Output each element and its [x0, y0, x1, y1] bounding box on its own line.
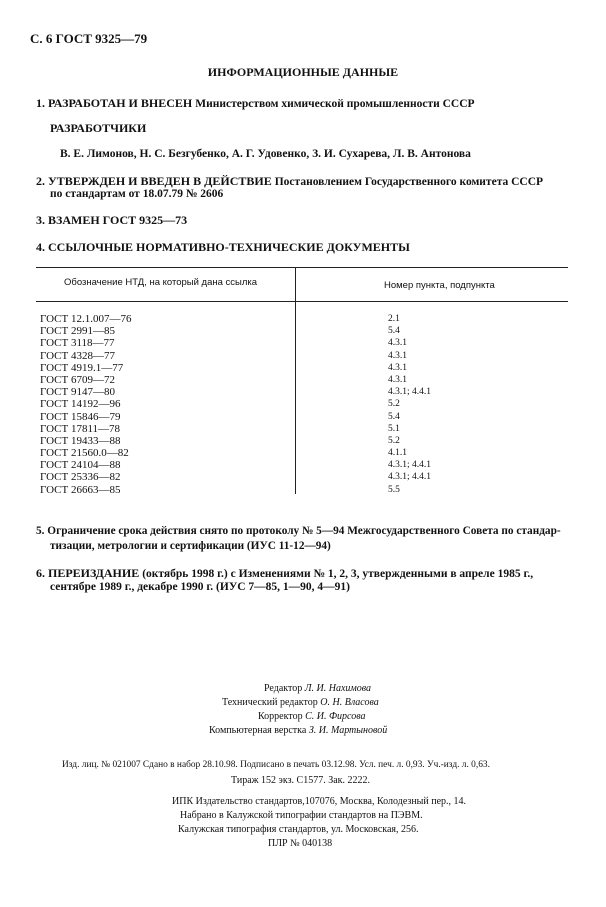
table-cell-clause: 5.1 [388, 423, 400, 434]
section-6-text: (октябрь 1998 г.) с Изменениями № 1, 2, 3, утвержденными в апреле 1985 г., [142, 568, 534, 580]
table-cell-clause: 5.2 [388, 399, 400, 410]
section-title: ИНФОРМАЦИОННЫЕ ДАННЫЕ [207, 65, 399, 79]
table-cell-ntd: ГОСТ 2991—85 [40, 325, 115, 338]
publisher-line: ПЛР № 040138 [268, 838, 333, 849]
credit-role: Редактор [264, 683, 303, 694]
publisher-line: Набрано в Калужской типографии стандартов на ПЭВМ. [180, 810, 423, 821]
print-info-line2: Тираж 152 экз. С1577. Зак. 2222. [231, 775, 371, 786]
section-1-text: Министерством химической промышленности СССР [195, 98, 475, 110]
table-cell-clause: 4.3.1 [388, 350, 407, 361]
table-cell-ntd: ГОСТ 14192—96 [40, 398, 121, 411]
table-cell-ntd: ГОСТ 19433—88 [40, 434, 121, 447]
table-cell-clause: 5.2 [388, 435, 400, 446]
section-6-head: 6. ПЕРЕИЗДАНИЕ [36, 566, 140, 580]
table-cell-ntd: ГОСТ 6709—72 [40, 373, 115, 386]
publisher-line: Калужская типография стандартов, ул. Московская, 256. [178, 824, 419, 835]
developers-list: В. Е. Лимонов, Н. С. Безгубенко, А. Г. Удовенко, З. И. Сухарева, Л. В. Антонова [60, 148, 471, 160]
section-3-head: 3. ВЗАМЕН ГОСТ 9325—73 [36, 213, 188, 227]
credit-role: Компьютерная верстка [209, 725, 307, 736]
table-cell-clause: 4.3.1 [388, 338, 407, 349]
table-cell-ntd: ГОСТ 3118—77 [40, 337, 115, 350]
table-header-clause: Номер пункта, подпункта [384, 280, 495, 291]
section-5-line2: тизации, метрологии и сертификации (ИУС 11-12—94) [50, 540, 331, 552]
table-cell-ntd: ГОСТ 4328—77 [40, 349, 115, 362]
section-1-head: 1. РАЗРАБОТАН И ВНЕСЕН [36, 96, 193, 110]
publisher-line: ИПК Издательство стандартов,107076, Москва, Колодезный пер., 14. [172, 796, 467, 807]
section-5-line1: 5. Ограничение срока действия снято по протоколу № 5—94 Межгосударственного Совета по стандар- [36, 525, 561, 537]
credit-name: Л. И. Нахимова [304, 683, 372, 694]
print-info-line1: Изд. лиц. № 021007 Сдано в набор 28.10.98. Подписано в печать 03.12.98. Усл. печ. л. 0,93. Уч.-изд. л. 0,63. [62, 760, 490, 770]
table-cell-ntd: ГОСТ 12.1.007—76 [40, 313, 132, 325]
table-col-clause [388, 313, 431, 496]
table-cell-clause: 4.3.1; 4.4.1 [388, 460, 432, 471]
credit-proofreader [258, 711, 365, 722]
table-top-rule [36, 267, 568, 268]
table-cell-clause: 4.3.1 [388, 374, 407, 385]
table-cell-ntd: ГОСТ 4919.1—77 [40, 361, 124, 374]
section-2 [36, 174, 543, 189]
table-cell-clause: 4.3.1 [388, 362, 407, 373]
section-4-head: 4. ССЫЛОЧНЫЕ НОРМАТИВНО-ТЕХНИЧЕСКИЕ ДОКУМЕНТЫ [36, 240, 410, 254]
table-cell-ntd: ГОСТ 9147—80 [40, 386, 115, 399]
credit-role: Корректор [258, 711, 303, 722]
table-header-rule [36, 301, 568, 302]
table-cell-clause: 5.4 [388, 411, 400, 422]
section-2-line2: по стандартам от 18.07.79 № 2606 [50, 188, 224, 200]
table-cell-ntd: ГОСТ 24104—88 [40, 459, 121, 472]
credit-role: Технический редактор [222, 697, 318, 708]
section-1 [36, 96, 475, 111]
table-cell-clause: 4.3.1; 4.4.1 [388, 387, 432, 398]
table-cell-clause: 5.4 [388, 326, 400, 337]
section-6-line2: сентябре 1989 г., декабре 1990 г. (ИУС 7—85, 1—90, 4—91) [50, 581, 351, 593]
table-cell-clause: 2.1 [388, 314, 400, 324]
section-6-line1 [36, 566, 533, 581]
page-header: С. 6 ГОСТ 9325—79 [30, 31, 148, 46]
table-cell-clause: 5.5 [388, 484, 400, 495]
table-cell-clause: 4.1.1 [388, 448, 407, 459]
credit-tech-editor [222, 697, 379, 708]
table-cell-ntd: ГОСТ 21560.0—82 [40, 447, 129, 460]
table-column-divider [295, 267, 296, 494]
credit-name: О. Н. Власова [320, 697, 379, 708]
table-cell-ntd: ГОСТ 15846—79 [40, 410, 121, 423]
credit-editor [264, 683, 371, 694]
table-header-ntd: Обозначение НТД, на который дана ссылка [64, 277, 258, 288]
table-cell-ntd: ГОСТ 25336—82 [40, 471, 121, 484]
table-cell-ntd: ГОСТ 26663—85 [40, 483, 121, 496]
table-col-ntd [40, 313, 131, 496]
developers-head: РАЗРАБОТЧИКИ [50, 121, 147, 135]
section-2-head: 2. УТВЕРЖДЕН И ВВЕДЕН В ДЕЙСТВИЕ [36, 174, 272, 188]
table-cell-clause: 4.3.1; 4.4.1 [388, 472, 432, 483]
credit-name: С. И. Фирсова [305, 711, 366, 722]
credit-name: З. И. Мартыновой [308, 725, 388, 736]
section-2-text: Постановлением Государственного комитета СССР [274, 176, 544, 188]
table-cell-ntd: ГОСТ 17811—78 [40, 422, 121, 435]
credit-layout [209, 725, 387, 736]
